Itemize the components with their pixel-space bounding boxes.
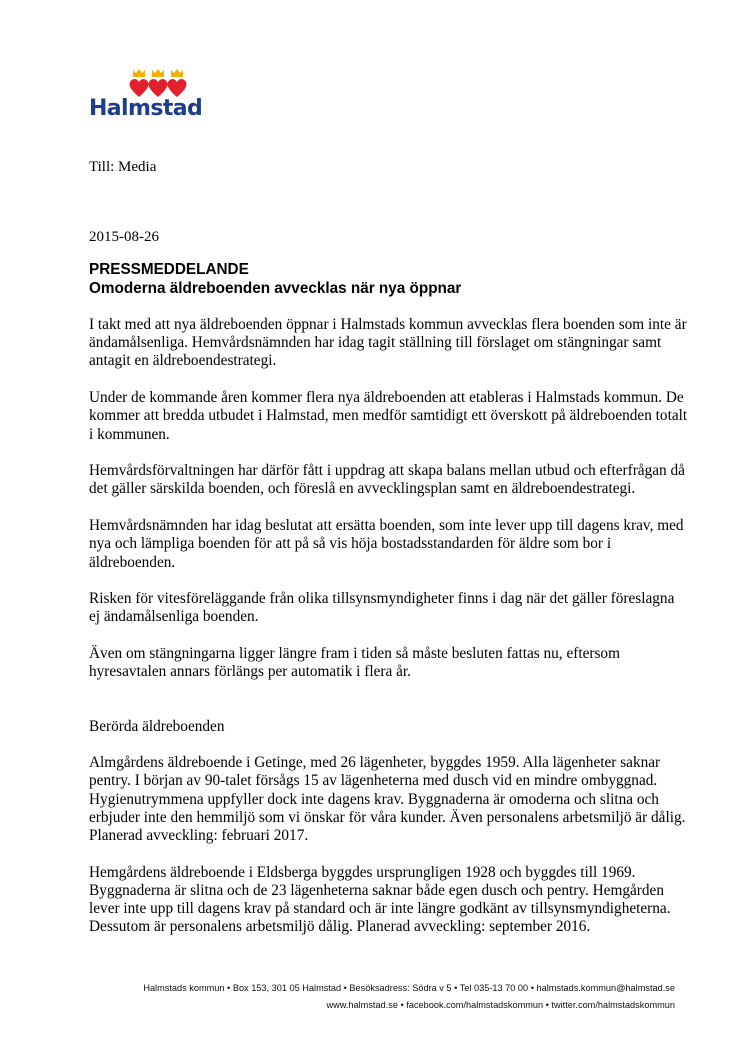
document-date: 2015-08-26 — [89, 229, 159, 245]
section-paragraph: Almgårdens äldreboende i Getinge, med 26 lägenheter, byggdes 1959. Alla lägenheter saknar pentry. I början av 90-talet försågs 15 av lägenheterna med dusch vid en mindre ombyggnad. Hygienutrymmena uppfyller dock inte dagens krav. Byggnaderna är omoderna och slitna och erbjuder inte den hemmiljö som vi önskar för våra kunder. Även personalens arbetsmiljö är dålig. Planerad avveckling: februari 2017. — [89, 754, 686, 845]
press-release-title: Omoderna äldreboenden avvecklas när nya öppnar — [89, 280, 462, 297]
page-footer — [0, 980, 675, 1014]
press-release-heading — [89, 260, 689, 298]
body-paragraph: Under de kommande åren kommer flera nya äldreboenden att etableras i Halmstads kommun. De kommer att bredda utbudet i Halmstad, men medför samtidigt ett överskott på äldreboenden totalt i kommunen. — [89, 389, 688, 443]
body-paragraph: I takt med att nya äldreboenden öppnar i Halmstads kommun avvecklas flera boenden som inte är ändamålsenliga. Hemvårdsnämnden har idag tagit ställning till förslaget om stängningar samt antagit en äldreboendestrategi. — [89, 316, 687, 370]
footer-contact-line: Halmstads kommun • Box 153, 301 05 Halmstad • Besöksadress: Södra v 5 • Tel 035-13 70 00 • halmstads.kommun@halmstad.se — [143, 983, 675, 993]
logo-wordmark: Halmstad — [89, 96, 203, 121]
body-paragraph: Risken för vitesföreläggande från olika tillsynsmyndigheter finns i dag när det gäller föreslagna ej ändamålsenliga boenden. — [89, 590, 675, 626]
crowned-hearts-icon — [129, 68, 191, 98]
halmstad-logo — [89, 68, 204, 124]
body-paragraph: Hemvårdsnämnden har idag beslutat att ersätta boenden, som inte lever upp till dagens krav, med nya och lämpliga boenden för att på så vis höja bostadsstandarden för äldre som bor i äldreboenden. — [89, 517, 684, 571]
section-title: Berörda äldreboenden — [89, 717, 225, 735]
footer-web-line: www.halmstad.se • facebook.com/halmstadskommun • twitter.com/halmstadskommun — [326, 1000, 675, 1010]
press-release-label: PRESSMEDDELANDE — [89, 261, 249, 278]
recipient-line: Till: Media — [89, 159, 157, 175]
section-paragraph: Hemgårdens äldreboende i Eldsberga byggdes ursprungligen 1928 och byggdes till 1969. Byggnaderna är slitna och de 23 lägenheterna saknar både egen dusch och pentry. Hemgården lever inte upp till dagens krav på standard och är inte längre godkänt av tillsynsmyndigheterna. Dessutom är personalens arbetsmiljö dålig. Planerad avveckling: september 2016. — [89, 863, 671, 936]
document-body — [89, 316, 689, 955]
body-paragraph: Även om stängningarna ligger längre fram i tiden så måste besluten fattas nu, eftersom hyresavtalen annars förlängs per automatik i flera år. — [89, 645, 620, 681]
body-paragraph: Hemvårdsförvaltningen har därför fått i uppdrag att skapa balans mellan utbud och efterfrågan då det gäller särskilda boenden, och föreslå en avvecklingsplan samt en äldreboendestrategi. — [89, 462, 685, 498]
